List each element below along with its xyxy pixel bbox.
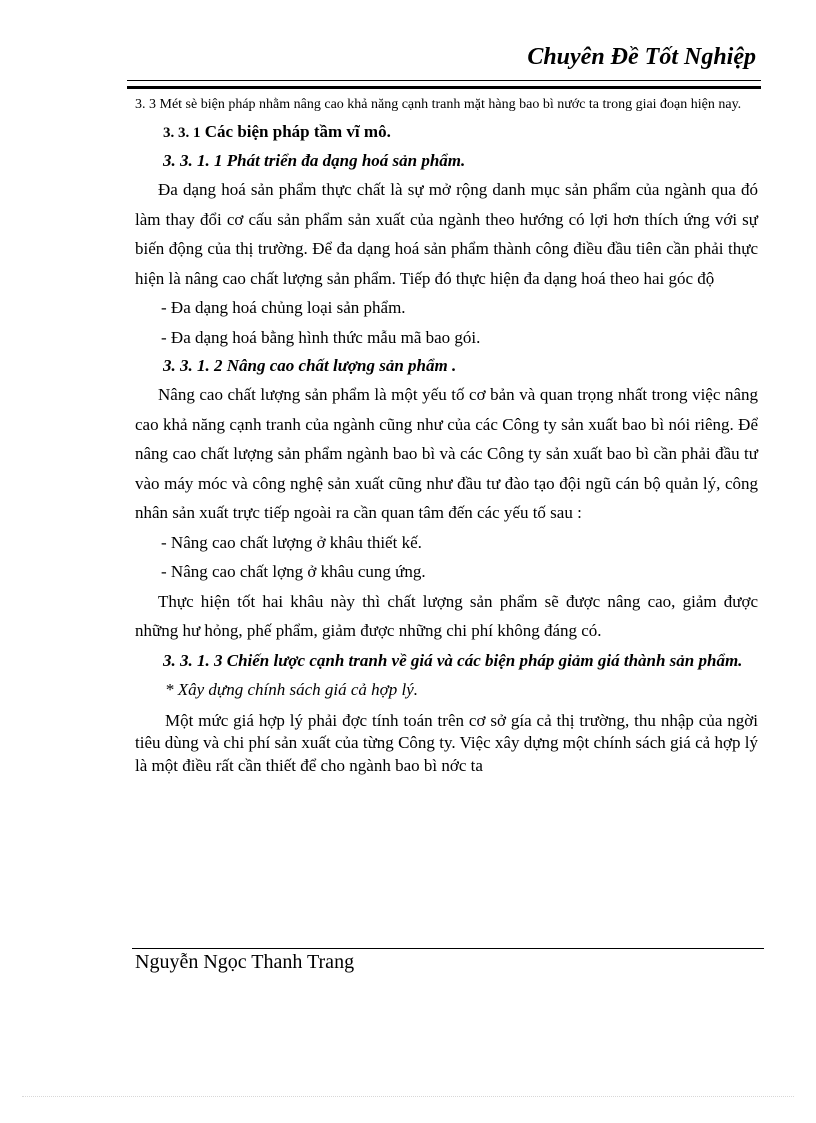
heading-diversification: 3. 3. 1. 1 Phát triển đa dạng hoá sản phẩm. <box>163 151 466 170</box>
heading-price-strategy: 3. 3. 1. 3 Chiến lược cạnh tranh về giá và các biện pháp giảm giá thành sản phẩm. <box>163 650 743 670</box>
paragraph-diversification: Đa dạng hoá sản phẩm thực chất là sự mở rộng danh mục sản phẩm của ngành qua đó làm thay đổi cơ cấu sản phẩm sản xuất của ngành theo hướng có lợi hơn thích ứng với sự biến động của thị trường. Để đa dạng hoá sản phẩm thành công điều đầu tiên cần phải thực hiện là nâng cao chất lượng sản phẩm. Tiếp đó thực hiện đa dạng hoá theo hai góc độ <box>135 180 758 288</box>
bullet-design-quality: - Nâng cao chất lượng ở khâu thiết kế. <box>161 532 422 552</box>
header-rule-thin <box>127 80 761 81</box>
paragraph-quality-result: Thực hiện tốt hai khâu này thì chất lượng sản phẩm sẽ được nâng cao, giảm được những hư hỏng, phế phẩm, giảm được những chi phí không đáng có. <box>135 591 758 640</box>
page-bottom-dotted-line <box>22 1096 794 1097</box>
subsection-heading <box>135 118 758 147</box>
bullet-supply-quality: - Nâng cao chất lợng ở khâu cung ứng. <box>161 562 426 581</box>
footer-rule <box>132 948 764 949</box>
header-rule-thick <box>127 86 761 89</box>
document-body <box>135 92 758 777</box>
paragraph-price-policy: Một mức giá hợp lý phải đợc tính toán trên cơ sở gía cả thị trường, thu nhập của ngời tiêu dùng và chi phí sản xuất của từng Công ty. Việc xây dựng một chính sách giá cả hợp lý là một điều rất cần thiết để cho ngành bao bì nớc ta <box>135 710 758 775</box>
subsection-title: Các biện pháp tầm vĩ mô. <box>204 122 391 141</box>
section-heading: 3. 3 Mét sè biện pháp nhằm nâng cao khả năng cạnh tranh mặt hàng bao bì nước ta trong giai đoạn hiện nay. <box>135 97 742 112</box>
italic-price-policy: * Xây dựng chính sách giá cả hợp lý. <box>165 679 418 699</box>
subsection-number: 3. 3. 1 <box>163 125 201 141</box>
paragraph-quality: Nâng cao chất lượng sản phẩm là một yếu tố cơ bản và quan trọng nhất trong việc nâng cao khả năng cạnh tranh của ngành cũng như của các Công ty sản xuất bao bì nói riêng. Để nâng cao chất lượng sản phẩm ngành bao bì và các Công ty sản xuất bao bì cần phải đầu tư vào máy móc và công nghệ sản xuất cũng như đầu tư đào tạo đội ngũ cán bộ quản lý, công nhân sản xuất trực tiếp ngoài ra cần quan tâm đến các yếu tố sau : <box>135 385 758 522</box>
heading-quality: 3. 3. 1. 2 Nâng cao chất lượng sản phẩm . <box>163 356 457 375</box>
bullet-product-types: - Đa dạng hoá chủng loại sản phẩm. <box>161 298 406 317</box>
header-title: Chuyên Đề Tốt Nghiệp <box>527 44 756 70</box>
footer-author: Nguyễn Ngọc Thanh Trang <box>135 951 355 973</box>
bullet-packaging-forms: - Đa dạng hoá bằng hình thức mẫu mã bao gói. <box>161 327 481 347</box>
